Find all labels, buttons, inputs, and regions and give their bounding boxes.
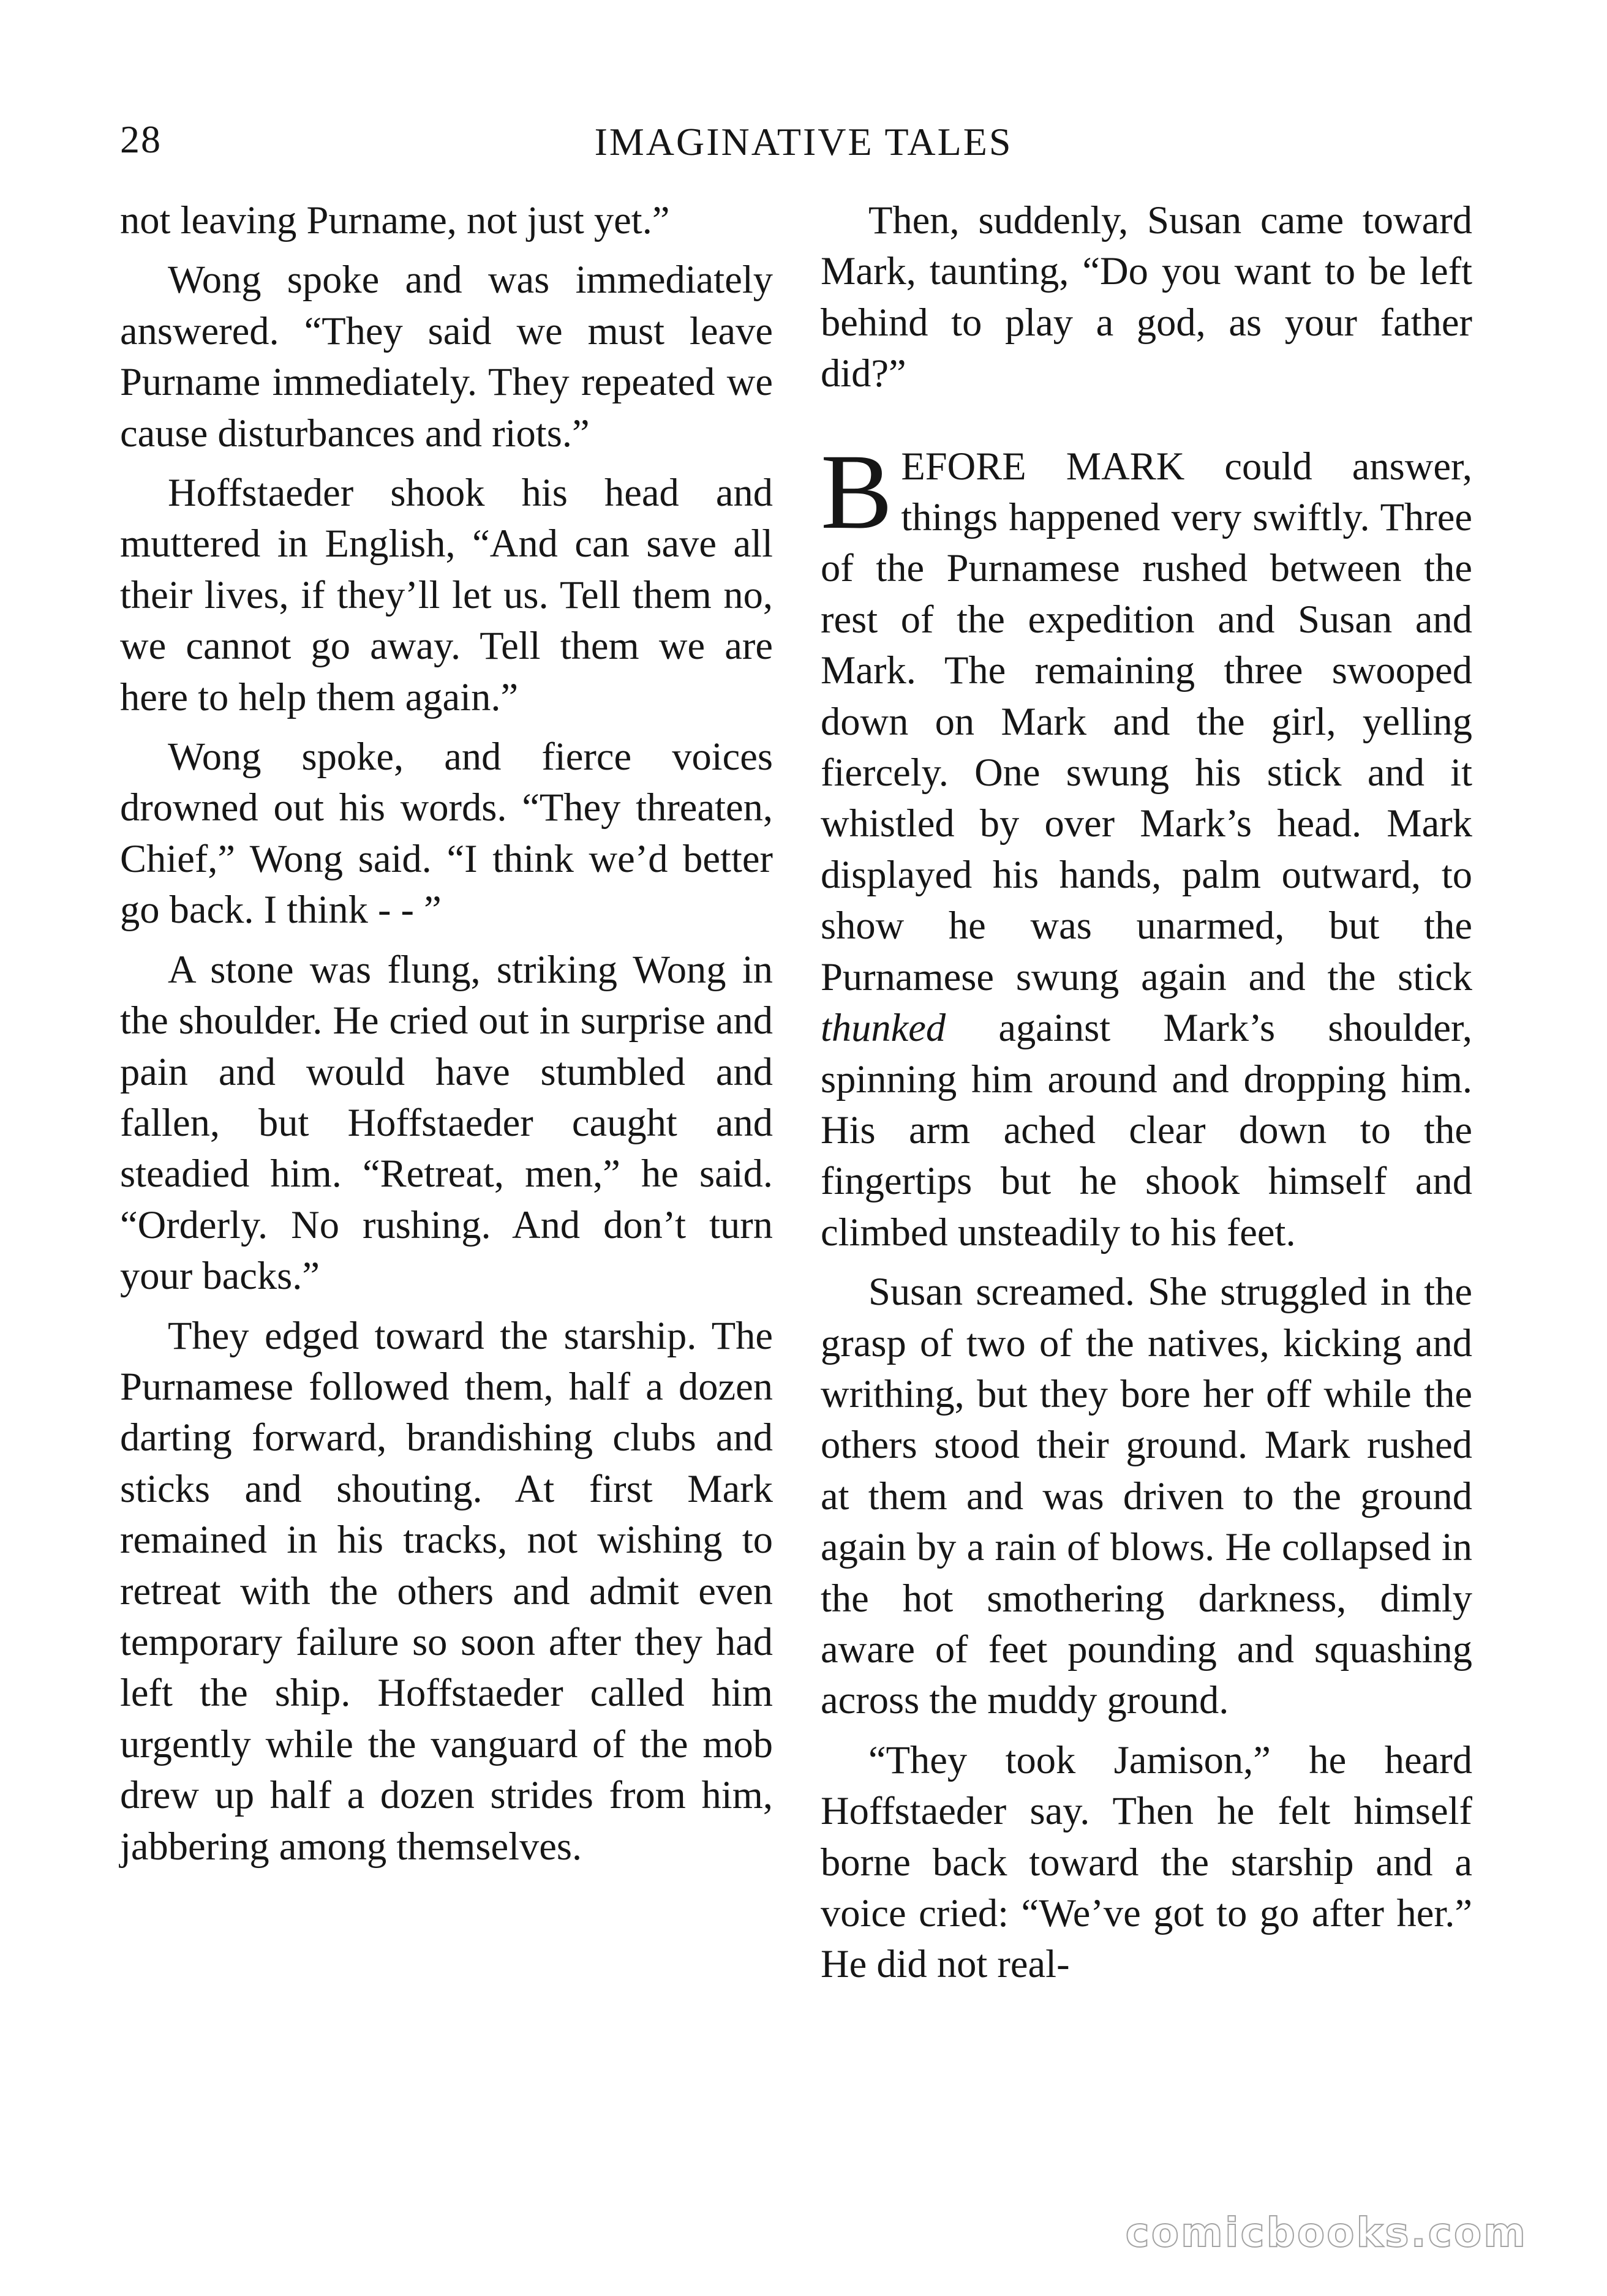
paragraph: Wong spoke and was immediately answered. “They said we must leave Purname immediately. They repeated we cause disturbances and riots.” <box>120 258 773 455</box>
watermark-logo: comicbooks.com <box>1125 2209 1527 2256</box>
page-number: 28 <box>120 118 162 161</box>
paragraph: Then, suddenly, Susan came toward Mark, taunting, “Do you want to be left behind to play a god, as your father did?” <box>821 198 1472 396</box>
running-head: IMAGINATIVE TALES <box>594 120 1013 163</box>
paragraph: Susan screamed. She struggled in the grasp of two of the natives, kicking and writhing, but they bore her off while the others stood their ground. Mark rushed at them and was driven to the ground again by a rain of blows. He collapsed in the hot smothering darkness, dimly aware of feet pounding and squashing across the muddy ground. <box>821 1270 1472 1722</box>
paragraph: Wong spoke, and fierce voices drowned out his words. “They threaten, Chief,” Wong said. “I think we’d better go back. I think - - ” <box>120 735 773 932</box>
paragraph: not leaving Purname, not just yet.” <box>120 198 670 242</box>
paragraph: Hoffstaeder shook his head and muttered in English, “And can save all their lives, if they’ll let us. Tell them no, we cannot go away. Tell them we are here to help them again.” <box>120 471 773 719</box>
paragraph: “They took Jamison,” he heard Hoffstaeder say. Then he felt himself borne back toward the starship and a voice cried: “We’ve got to go after her.” He did not real- <box>821 1738 1472 1986</box>
paragraph: They edged toward the starship. The Purnamese followed them, half a dozen darting forward, brandishing clubs and sticks and shouting. At first Mark remained in his tracks, not wishing to retreat with the others and admit even temporary failure so soon after they had left the ship. Hoffstaeder called him urgently while the vanguard of the mob drew up half a dozen strides from him, jabbering among themselves. <box>120 1313 773 1868</box>
section-opening-paragraph <box>821 432 1472 1258</box>
right-column <box>821 195 1472 1990</box>
left-column <box>120 195 773 1872</box>
italic-word: thunked <box>821 1006 946 1050</box>
paragraph-text: against Mark’s shoulder, spinning him around and dropping him. His arm ached clear down to the fingertips but he shook himself and climbed unsteadily to his feet. <box>821 1006 1472 1254</box>
paragraph-text: EFORE MARK could answer, things happened very swiftly. Three of the Purnamese rushed between the rest of the expedition and Susan and Mark. The remaining three swooped down on Mark and the girl, yelling fiercely. One swung his stick and it whistled by over Mark’s head. Mark displayed his hands, palm outward, to show he was unarmed, but the Purnamese swung again and the stick <box>821 444 1472 999</box>
paragraph: A stone was flung, striking Wong in the shoulder. He cried out in surprise and pain and would have stumbled and fallen, but Hoffstaeder caught and steadied him. “Retreat, men,” he said. “Orderly. No rushing. And don’t turn your backs.” <box>120 947 773 1298</box>
drop-cap: B <box>821 432 893 552</box>
